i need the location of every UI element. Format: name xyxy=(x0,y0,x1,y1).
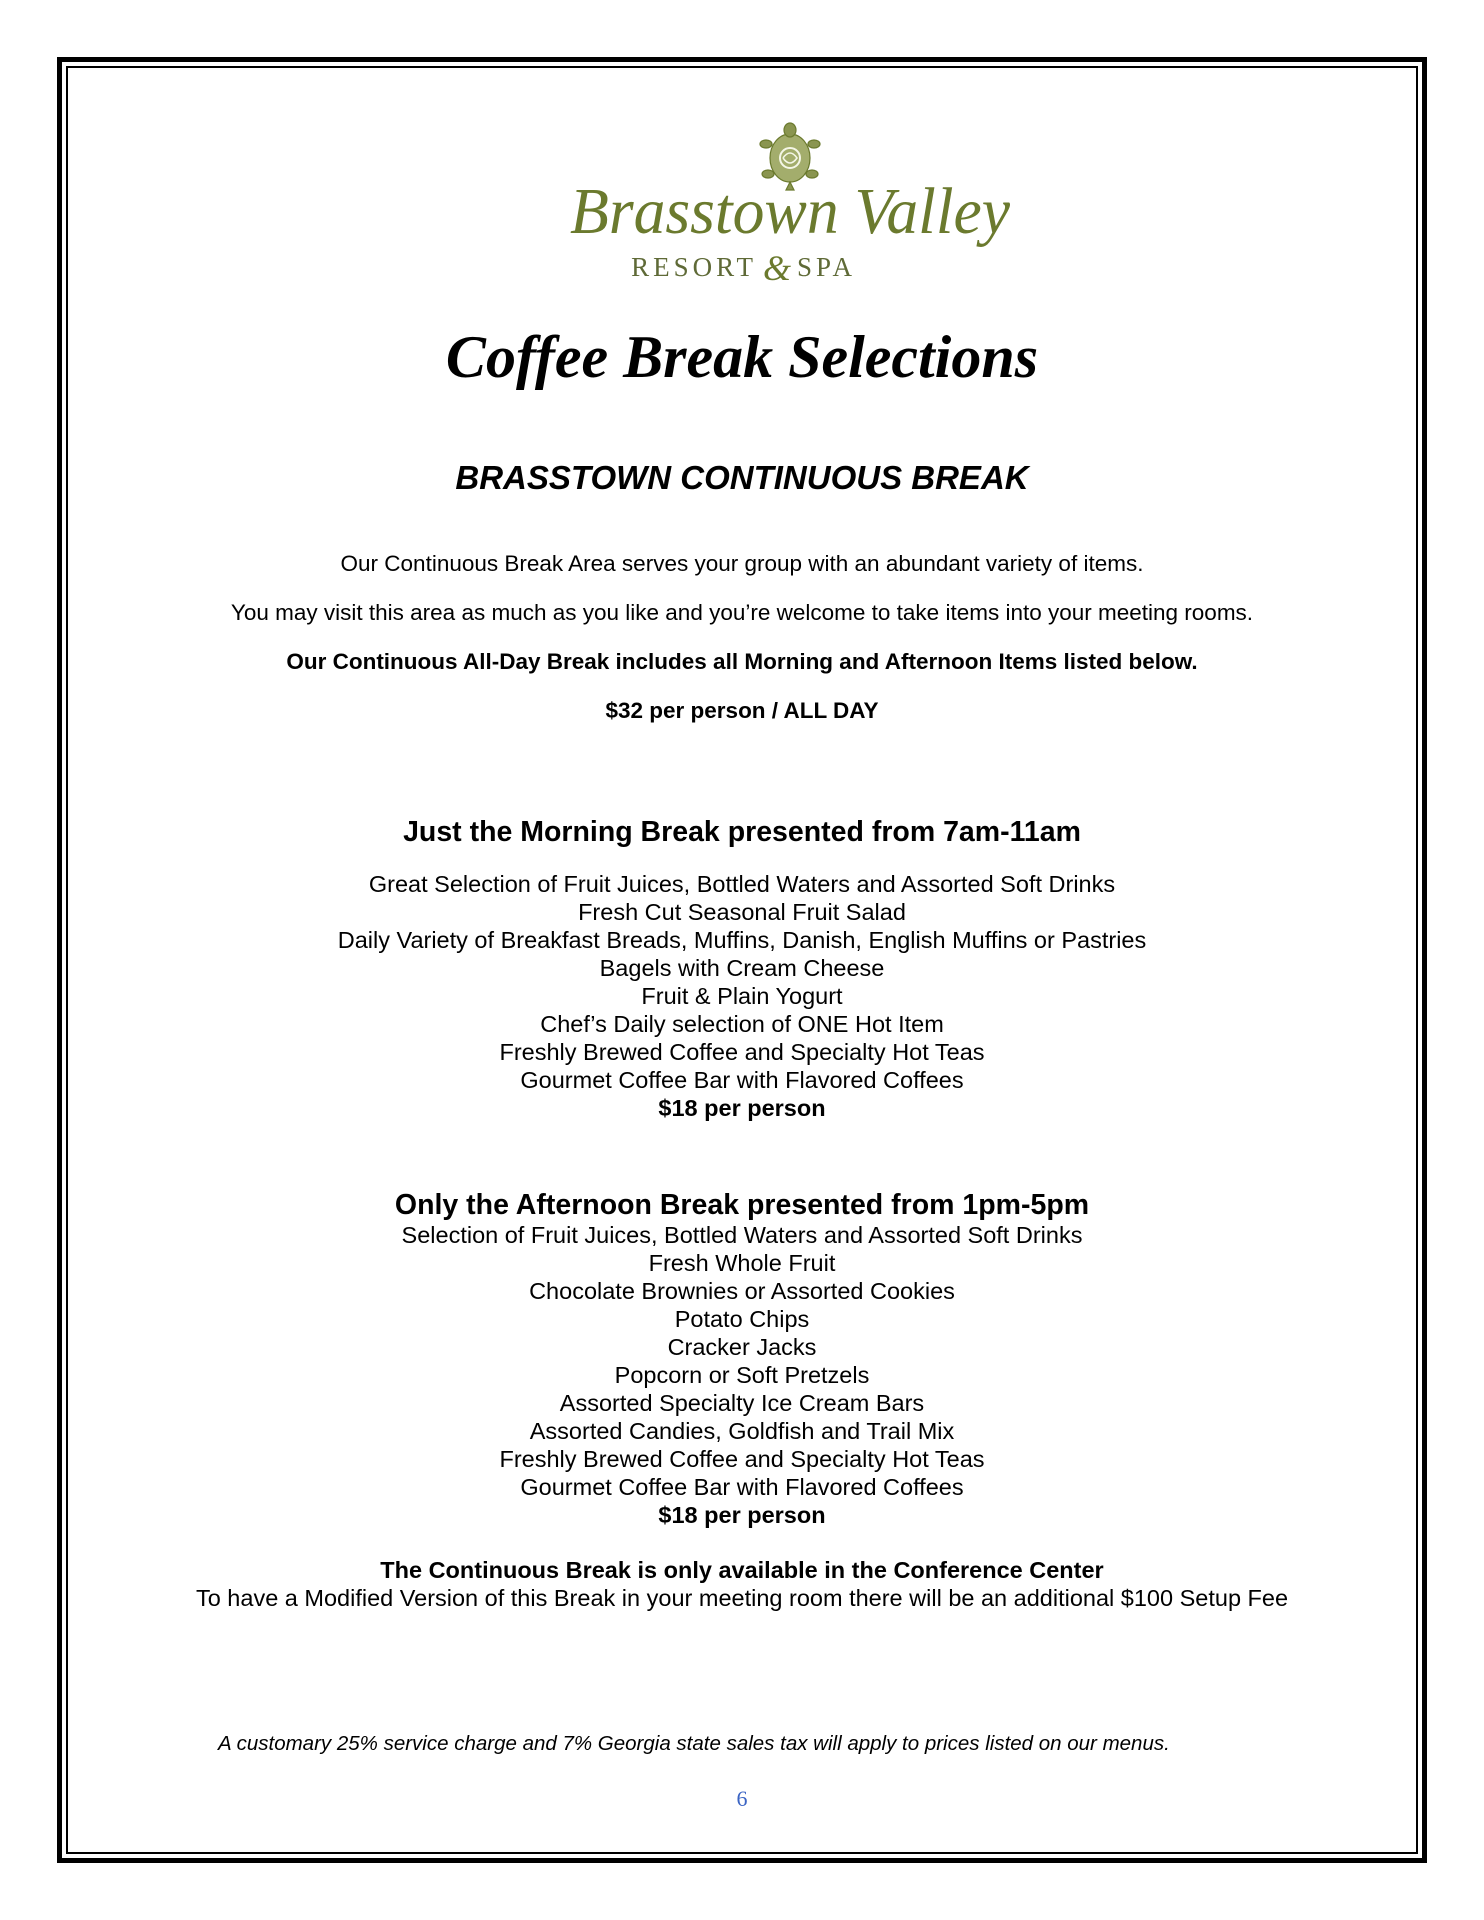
list-item: Fresh Whole Fruit xyxy=(648,1250,836,1276)
all-day-price: $32 per person / ALL DAY xyxy=(605,698,879,723)
list-item: Bagels with Cream Cheese xyxy=(599,955,885,981)
morning-break-list xyxy=(66,870,1418,1122)
morning-break-heading: Just the Morning Break presented from 7am-11am xyxy=(403,816,1081,848)
list-item: Chef’s Daily selection of ONE Hot Item xyxy=(540,1011,944,1037)
list-item: Fresh Cut Seasonal Fruit Salad xyxy=(578,899,906,925)
list-item: Cracker Jacks xyxy=(667,1334,817,1360)
list-item: Assorted Candies, Goldfish and Trail Mix xyxy=(529,1418,955,1444)
afternoon-break-list xyxy=(66,1221,1418,1529)
list-item: Potato Chips xyxy=(674,1306,810,1332)
list-item: Fruit & Plain Yogurt xyxy=(641,983,843,1009)
intro-line-3: Our Continuous All-Day Break includes all Morning and Afternoon Items listed below. xyxy=(286,649,1198,674)
list-item: Daily Variety of Breakfast Breads, Muffins, Danish, English Muffins or Pastries xyxy=(337,927,1147,953)
list-item: Assorted Specialty Ice Cream Bars xyxy=(559,1390,925,1416)
brasstown-valley-logo xyxy=(545,118,1035,288)
page-number: 6 xyxy=(736,1786,748,1811)
intro-line-1: Our Continuous Break Area serves your group with an abundant variety of items. xyxy=(340,551,1144,576)
service-charge-footnote: A customary 25% service charge and 7% Georgia state sales tax will apply to prices listed on our menus. xyxy=(218,1732,1170,1755)
list-item: Gourmet Coffee Bar with Flavored Coffees xyxy=(520,1067,964,1093)
morning-break-price: $18 per person xyxy=(658,1095,826,1121)
logo-ampersand: & xyxy=(762,248,792,288)
setup-fee-note: To have a Modified Version of this Break in your meeting room there will be an additional $100 Setup Fee xyxy=(195,1585,1289,1611)
list-item: Gourmet Coffee Bar with Flavored Coffees xyxy=(520,1474,964,1500)
page-title: Coffee Break Selections xyxy=(445,324,1039,390)
list-item: Popcorn or Soft Pretzels xyxy=(614,1362,870,1388)
list-item: Freshly Brewed Coffee and Specialty Hot Teas xyxy=(499,1446,985,1472)
list-item: Freshly Brewed Coffee and Specialty Hot Teas xyxy=(499,1039,985,1065)
list-item: Chocolate Brownies or Assorted Cookies xyxy=(529,1278,955,1304)
logo-script-text: Brasstown Valley xyxy=(570,175,1011,248)
conference-center-note: The Continuous Break is only available in the Conference Center xyxy=(380,1557,1104,1583)
afternoon-break-price: $18 per person xyxy=(658,1502,826,1528)
logo-resort-text: RESORT xyxy=(631,252,757,282)
afternoon-break-heading: Only the Afternoon Break presented from 1pm-5pm xyxy=(394,1189,1090,1221)
section-title: BRASSTOWN CONTINUOUS BREAK xyxy=(455,459,1029,496)
logo-spa-text: SPA xyxy=(797,252,857,282)
intro-line-2: You may visit this area as much as you like and you’re welcome to take items into your meeting rooms. xyxy=(230,600,1254,625)
list-item: Selection of Fruit Juices, Bottled Waters and Assorted Soft Drinks xyxy=(401,1222,1083,1248)
list-item: Great Selection of Fruit Juices, Bottled Waters and Assorted Soft Drinks xyxy=(368,871,1116,897)
